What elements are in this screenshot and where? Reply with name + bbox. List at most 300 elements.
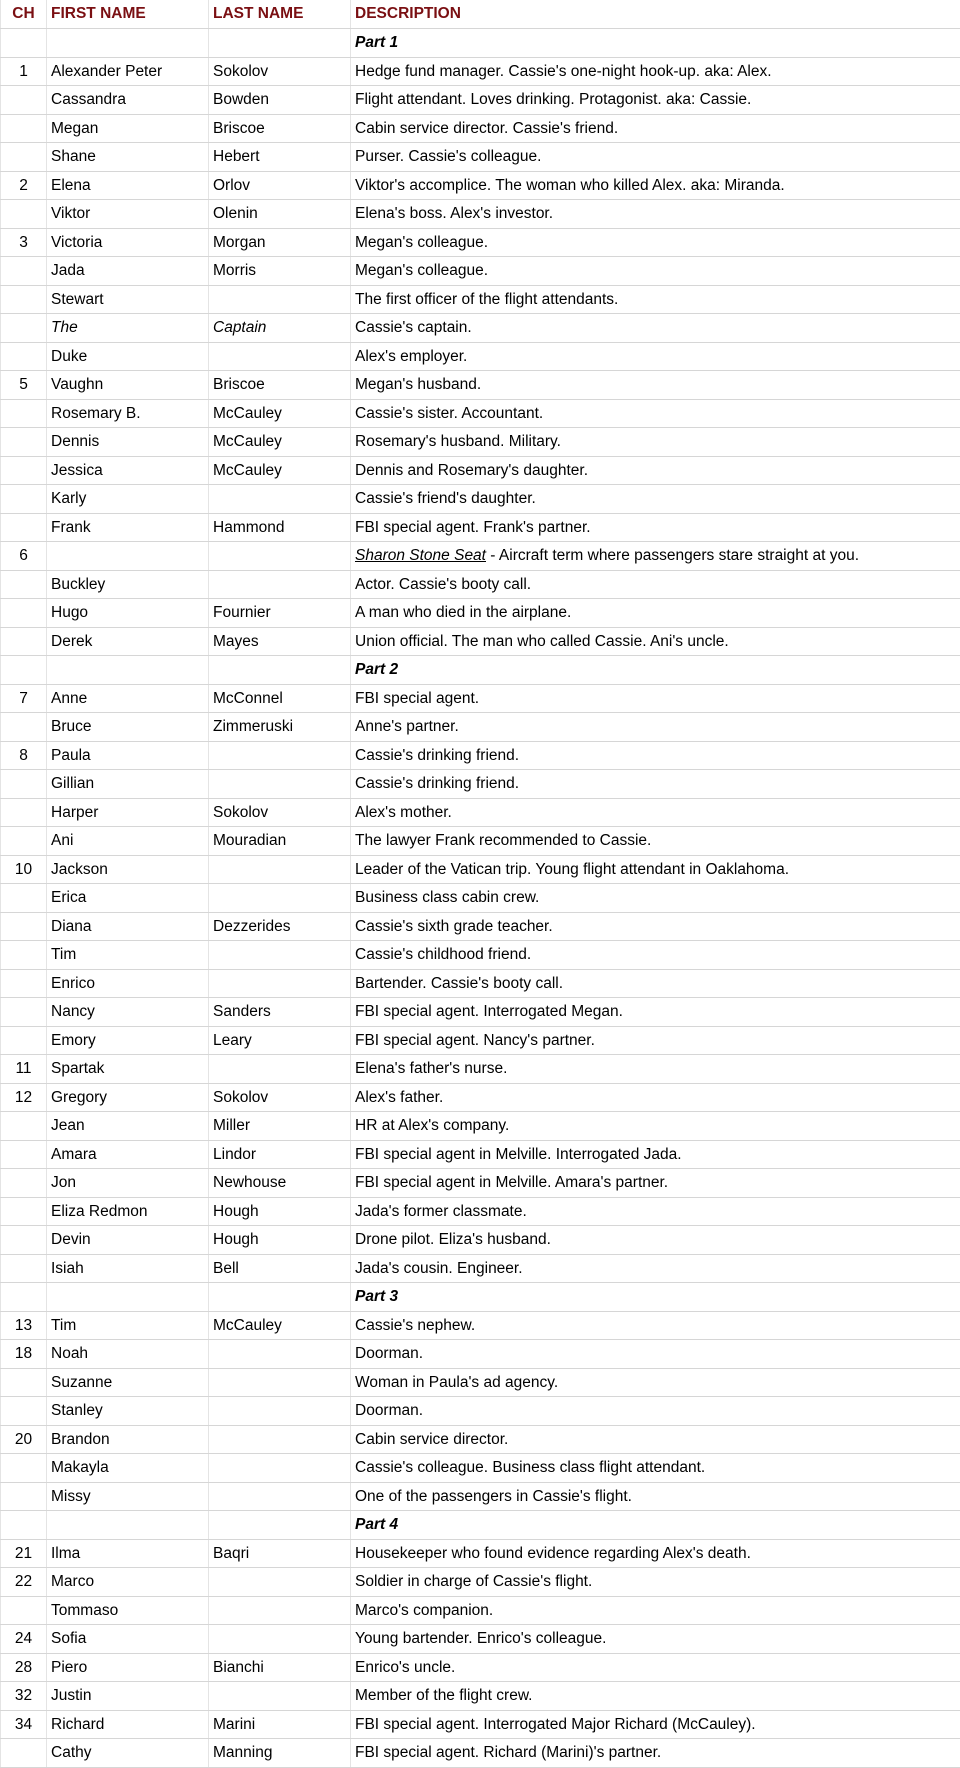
table-row: [1, 456, 960, 485]
cell-description[interactable]: FBI special agent. Nancy's partner.: [351, 1026, 960, 1055]
header-description[interactable]: DESCRIPTION: [351, 0, 960, 29]
cell-description[interactable]: Elena's boss. Alex's investor.: [351, 200, 960, 229]
cell-description[interactable]: Leader of the Vatican trip. Young flight attendant in Oaklahoma.: [351, 855, 960, 884]
cell-last-name[interactable]: [209, 285, 351, 314]
table-row: [1, 1197, 960, 1226]
table-row: [1, 371, 960, 400]
cell-last-name[interactable]: McConnel: [209, 684, 351, 713]
cell-ch[interactable]: [1, 485, 47, 514]
table-row: [1, 171, 960, 200]
cell-last-name[interactable]: [209, 1454, 351, 1483]
cell-last-name[interactable]: Lindor: [209, 1140, 351, 1169]
cell-description[interactable]: One of the passengers in Cassie's flight.: [351, 1482, 960, 1511]
cell-description[interactable]: Purser. Cassie's colleague.: [351, 143, 960, 172]
cell-ch[interactable]: [1, 570, 47, 599]
cell-description[interactable]: [351, 542, 960, 571]
cell-description[interactable]: HR at Alex's company.: [351, 1112, 960, 1141]
table-row: [1, 228, 960, 257]
cell-description[interactable]: The first officer of the flight attendants.: [351, 285, 960, 314]
description-term: Sharon Stone Seat: [355, 547, 486, 564]
table-row: [1, 998, 960, 1027]
cell-description[interactable]: Cabin service director.: [351, 1425, 960, 1454]
cell-last-name[interactable]: [209, 29, 351, 58]
cell-last-name[interactable]: [209, 1482, 351, 1511]
part-row: [1, 656, 960, 685]
table-row: [1, 570, 960, 599]
cell-ch[interactable]: [1, 1397, 47, 1426]
table-row: [1, 798, 960, 827]
cell-first-name[interactable]: Buckley: [47, 570, 209, 599]
table-row: [1, 1625, 960, 1654]
table-row: [1, 1140, 960, 1169]
table-row: [1, 1482, 960, 1511]
cell-last-name[interactable]: [209, 1568, 351, 1597]
cell-ch[interactable]: [1, 1197, 47, 1226]
cell-first-name[interactable]: Amara: [47, 1140, 209, 1169]
cell-first-name[interactable]: Diana: [47, 912, 209, 941]
cell-last-name[interactable]: McCauley: [209, 456, 351, 485]
cell-ch[interactable]: 11: [1, 1055, 47, 1084]
cell-ch[interactable]: 2: [1, 171, 47, 200]
cell-last-name[interactable]: Morgan: [209, 228, 351, 257]
table-row: [1, 684, 960, 713]
cell-last-name[interactable]: [209, 1340, 351, 1369]
cell-first-name[interactable]: Frank: [47, 513, 209, 542]
header-first-name[interactable]: FIRST NAME: [47, 0, 209, 29]
cell-description[interactable]: Megan's husband.: [351, 371, 960, 400]
cell-last-name[interactable]: Hammond: [209, 513, 351, 542]
cell-first-name[interactable]: Piero: [47, 1653, 209, 1682]
cell-first-name[interactable]: Viktor: [47, 200, 209, 229]
cell-description[interactable]: Member of the flight crew.: [351, 1682, 960, 1711]
table-row: [1, 713, 960, 742]
cell-description[interactable]: Enrico's uncle.: [351, 1653, 960, 1682]
cell-last-name[interactable]: [209, 1055, 351, 1084]
cell-description[interactable]: Viktor's accomplice. The woman who killed Alex. aka: Miranda.: [351, 171, 960, 200]
cell-last-name[interactable]: [209, 1596, 351, 1625]
cell-ch[interactable]: [1, 599, 47, 628]
table-row: [1, 399, 960, 428]
cell-last-name[interactable]: McCauley: [209, 428, 351, 457]
cell-ch[interactable]: 8: [1, 741, 47, 770]
cell-ch[interactable]: 32: [1, 1682, 47, 1711]
cell-first-name[interactable]: Isiah: [47, 1254, 209, 1283]
cell-first-name[interactable]: Ilma: [47, 1539, 209, 1568]
cell-first-name[interactable]: Erica: [47, 884, 209, 913]
cell-first-name[interactable]: Sofia: [47, 1625, 209, 1654]
cell-last-name[interactable]: Hebert: [209, 143, 351, 172]
header-ch[interactable]: CH: [1, 0, 47, 29]
header-row: [1, 0, 960, 29]
cell-description[interactable]: FBI special agent. Richard (Marini)'s partner.: [351, 1739, 960, 1768]
part-row: [1, 29, 960, 58]
table-row: [1, 428, 960, 457]
cell-last-name[interactable]: Bell: [209, 1254, 351, 1283]
cell-description[interactable]: Housekeeper who found evidence regarding Alex's death.: [351, 1539, 960, 1568]
cell-ch[interactable]: [1, 627, 47, 656]
table-row: [1, 941, 960, 970]
cell-ch[interactable]: [1, 1596, 47, 1625]
cell-description[interactable]: Elena's father's nurse.: [351, 1055, 960, 1084]
cell-first-name[interactable]: The: [47, 314, 209, 343]
table-row: [1, 200, 960, 229]
cell-ch[interactable]: [1, 798, 47, 827]
cell-ch[interactable]: [1, 1169, 47, 1198]
cell-ch[interactable]: [1, 86, 47, 115]
cell-ch[interactable]: 22: [1, 1568, 47, 1597]
part-label[interactable]: Part 1: [351, 29, 960, 58]
cell-first-name[interactable]: [47, 656, 209, 685]
cell-ch[interactable]: [1, 1226, 47, 1255]
part-label[interactable]: Part 3: [351, 1283, 960, 1312]
cell-last-name[interactable]: Marini: [209, 1710, 351, 1739]
cell-description[interactable]: Cassie's drinking friend.: [351, 770, 960, 799]
cell-ch[interactable]: 34: [1, 1710, 47, 1739]
table-row: [1, 1454, 960, 1483]
cell-description[interactable]: Alex's mother.: [351, 798, 960, 827]
cell-ch[interactable]: 12: [1, 1083, 47, 1112]
cell-description[interactable]: Jada's former classmate.: [351, 1197, 960, 1226]
header-last-name[interactable]: LAST NAME: [209, 0, 351, 29]
cell-first-name[interactable]: Makayla: [47, 1454, 209, 1483]
cell-ch[interactable]: [1, 770, 47, 799]
cell-first-name[interactable]: Jon: [47, 1169, 209, 1198]
table-body: [1, 29, 960, 1768]
cell-ch[interactable]: [1, 143, 47, 172]
cell-description[interactable]: Young bartender. Enrico's colleague.: [351, 1625, 960, 1654]
cell-ch[interactable]: [1, 969, 47, 998]
cell-ch[interactable]: [1, 428, 47, 457]
cell-last-name[interactable]: Sanders: [209, 998, 351, 1027]
cell-description[interactable]: FBI special agent. Frank's partner.: [351, 513, 960, 542]
cell-last-name[interactable]: Leary: [209, 1026, 351, 1055]
cell-last-name[interactable]: Olenin: [209, 200, 351, 229]
cell-first-name[interactable]: Jada: [47, 257, 209, 286]
cell-ch[interactable]: [1, 912, 47, 941]
cell-last-name[interactable]: Sokolov: [209, 1083, 351, 1112]
cell-last-name[interactable]: Hough: [209, 1197, 351, 1226]
cell-first-name[interactable]: [47, 1283, 209, 1312]
cell-first-name[interactable]: Missy: [47, 1482, 209, 1511]
cell-description[interactable]: Marco's companion.: [351, 1596, 960, 1625]
cell-first-name[interactable]: [47, 29, 209, 58]
cell-first-name[interactable]: Bruce: [47, 713, 209, 742]
cell-last-name[interactable]: [209, 1511, 351, 1540]
table-row: [1, 1254, 960, 1283]
cell-last-name[interactable]: Zimmeruski: [209, 713, 351, 742]
table-row: [1, 1055, 960, 1084]
cell-ch[interactable]: 6: [1, 542, 47, 571]
cell-description[interactable]: Cabin service director. Cassie's friend.: [351, 114, 960, 143]
table-row: [1, 257, 960, 286]
cell-last-name[interactable]: Morris: [209, 257, 351, 286]
table-row: [1, 485, 960, 514]
cell-description[interactable]: Cassie's colleague. Business class flight attendant.: [351, 1454, 960, 1483]
cell-last-name[interactable]: [209, 770, 351, 799]
cell-first-name[interactable]: Tim: [47, 1311, 209, 1340]
cell-last-name[interactable]: Mouradian: [209, 827, 351, 856]
cell-ch[interactable]: [1, 998, 47, 1027]
table-row: [1, 1169, 960, 1198]
cell-last-name[interactable]: [209, 741, 351, 770]
cell-last-name[interactable]: Dezzerides: [209, 912, 351, 941]
cell-ch[interactable]: [1, 1283, 47, 1312]
cell-last-name[interactable]: [209, 542, 351, 571]
cell-ch[interactable]: [1, 1112, 47, 1141]
cell-description[interactable]: Doorman.: [351, 1397, 960, 1426]
cell-last-name[interactable]: [209, 1397, 351, 1426]
cell-first-name[interactable]: Emory: [47, 1026, 209, 1055]
cell-description[interactable]: A man who died in the airplane.: [351, 599, 960, 628]
cell-description[interactable]: Drone pilot. Eliza's husband.: [351, 1226, 960, 1255]
cell-ch[interactable]: [1, 1739, 47, 1768]
cell-ch[interactable]: [1, 1254, 47, 1283]
cell-description[interactable]: FBI special agent. Interrogated Megan.: [351, 998, 960, 1027]
cell-last-name[interactable]: Sokolov: [209, 57, 351, 86]
cell-last-name[interactable]: [209, 1283, 351, 1312]
table-row: [1, 855, 960, 884]
cell-first-name[interactable]: Rosemary B.: [47, 399, 209, 428]
cell-ch[interactable]: 10: [1, 855, 47, 884]
cell-last-name[interactable]: [209, 1368, 351, 1397]
cell-first-name[interactable]: Dennis: [47, 428, 209, 457]
cell-first-name[interactable]: Nancy: [47, 998, 209, 1027]
cell-first-name[interactable]: Victoria: [47, 228, 209, 257]
cell-first-name[interactable]: Cathy: [47, 1739, 209, 1768]
cell-ch[interactable]: [1, 1368, 47, 1397]
part-row: [1, 1283, 960, 1312]
cell-description[interactable]: Soldier in charge of Cassie's flight.: [351, 1568, 960, 1597]
cell-ch[interactable]: [1, 941, 47, 970]
cell-ch[interactable]: [1, 399, 47, 428]
cell-ch[interactable]: [1, 285, 47, 314]
cell-first-name[interactable]: Jean: [47, 1112, 209, 1141]
cell-first-name[interactable]: Ani: [47, 827, 209, 856]
cell-first-name[interactable]: Duke: [47, 342, 209, 371]
cell-first-name[interactable]: Devin: [47, 1226, 209, 1255]
cell-first-name[interactable]: Noah: [47, 1340, 209, 1369]
cell-description[interactable]: Cassie's nephew.: [351, 1311, 960, 1340]
cell-last-name[interactable]: Bianchi: [209, 1653, 351, 1682]
cell-first-name[interactable]: Brandon: [47, 1425, 209, 1454]
cell-ch[interactable]: [1, 656, 47, 685]
table-row: [1, 827, 960, 856]
cell-first-name[interactable]: Eliza Redmon: [47, 1197, 209, 1226]
cell-first-name[interactable]: Vaughn: [47, 371, 209, 400]
cell-description[interactable]: Cassie's captain.: [351, 314, 960, 343]
cell-description[interactable]: FBI special agent. Interrogated Major Richard (McCauley).: [351, 1710, 960, 1739]
cell-ch[interactable]: [1, 1482, 47, 1511]
table-row: [1, 1340, 960, 1369]
cell-ch[interactable]: [1, 257, 47, 286]
cell-last-name[interactable]: [209, 342, 351, 371]
cell-last-name[interactable]: Briscoe: [209, 371, 351, 400]
cell-description[interactable]: Alex's employer.: [351, 342, 960, 371]
cell-last-name[interactable]: Fournier: [209, 599, 351, 628]
cell-description[interactable]: Jada's cousin. Engineer.: [351, 1254, 960, 1283]
cell-first-name[interactable]: Gregory: [47, 1083, 209, 1112]
cell-ch[interactable]: [1, 827, 47, 856]
cell-first-name[interactable]: Jackson: [47, 855, 209, 884]
cell-description[interactable]: Alex's father.: [351, 1083, 960, 1112]
cell-last-name[interactable]: Sokolov: [209, 798, 351, 827]
cell-first-name[interactable]: Stanley: [47, 1397, 209, 1426]
cell-last-name[interactable]: [209, 884, 351, 913]
cell-description[interactable]: Megan's colleague.: [351, 228, 960, 257]
cell-last-name[interactable]: Mayes: [209, 627, 351, 656]
table-row: [1, 627, 960, 656]
cell-last-name[interactable]: [209, 1425, 351, 1454]
cell-ch[interactable]: [1, 29, 47, 58]
cell-description[interactable]: Dennis and Rosemary's daughter.: [351, 456, 960, 485]
table-row: [1, 285, 960, 314]
cell-last-name[interactable]: Orlov: [209, 171, 351, 200]
cell-last-name[interactable]: Baqri: [209, 1539, 351, 1568]
table-row: [1, 1226, 960, 1255]
cell-last-name[interactable]: Newhouse: [209, 1169, 351, 1198]
cell-first-name[interactable]: Spartak: [47, 1055, 209, 1084]
cell-last-name[interactable]: [209, 855, 351, 884]
cell-description[interactable]: Cassie's friend's daughter.: [351, 485, 960, 514]
cell-first-name[interactable]: [47, 542, 209, 571]
cell-ch[interactable]: [1, 114, 47, 143]
cell-last-name[interactable]: [209, 941, 351, 970]
table-row: [1, 1682, 960, 1711]
table-row: [1, 342, 960, 371]
cell-first-name[interactable]: Tommaso: [47, 1596, 209, 1625]
cell-first-name[interactable]: Marco: [47, 1568, 209, 1597]
cell-ch[interactable]: 7: [1, 684, 47, 713]
cell-description[interactable]: Doorman.: [351, 1340, 960, 1369]
cell-ch[interactable]: [1, 713, 47, 742]
cell-first-name[interactable]: Alexander Peter: [47, 57, 209, 86]
cell-last-name[interactable]: [209, 1625, 351, 1654]
cell-first-name[interactable]: Hugo: [47, 599, 209, 628]
table-row: [1, 1739, 960, 1768]
cell-ch[interactable]: [1, 200, 47, 229]
table-row: [1, 1397, 960, 1426]
cell-ch[interactable]: [1, 513, 47, 542]
cell-ch[interactable]: [1, 1140, 47, 1169]
table-row: [1, 884, 960, 913]
table-row: [1, 314, 960, 343]
cell-ch[interactable]: [1, 884, 47, 913]
cell-first-name[interactable]: Suzanne: [47, 1368, 209, 1397]
cell-first-name[interactable]: Gillian: [47, 770, 209, 799]
cell-description[interactable]: FBI special agent.: [351, 684, 960, 713]
cell-first-name[interactable]: [47, 1511, 209, 1540]
cell-ch[interactable]: 21: [1, 1539, 47, 1568]
cell-ch[interactable]: [1, 1026, 47, 1055]
table-row: [1, 1311, 960, 1340]
cell-ch[interactable]: 20: [1, 1425, 47, 1454]
cell-first-name[interactable]: Anne: [47, 684, 209, 713]
table-row: [1, 1596, 960, 1625]
cell-description[interactable]: Cassie's drinking friend.: [351, 741, 960, 770]
cell-first-name[interactable]: Paula: [47, 741, 209, 770]
cell-ch[interactable]: [1, 342, 47, 371]
cell-last-name[interactable]: Miller: [209, 1112, 351, 1141]
cell-ch[interactable]: [1, 456, 47, 485]
cell-description[interactable]: Megan's colleague.: [351, 257, 960, 286]
cell-last-name[interactable]: [209, 1682, 351, 1711]
cell-description[interactable]: FBI special agent in Melville. Interrogated Jada.: [351, 1140, 960, 1169]
cell-description[interactable]: Actor. Cassie's booty call.: [351, 570, 960, 599]
cell-last-name[interactable]: Briscoe: [209, 114, 351, 143]
cell-last-name[interactable]: [209, 570, 351, 599]
cell-description[interactable]: Bartender. Cassie's booty call.: [351, 969, 960, 998]
cell-first-name[interactable]: Derek: [47, 627, 209, 656]
cell-description[interactable]: Cassie's sixth grade teacher.: [351, 912, 960, 941]
part-label[interactable]: Part 4: [351, 1511, 960, 1540]
cell-first-name[interactable]: Karly: [47, 485, 209, 514]
cell-last-name[interactable]: McCauley: [209, 1311, 351, 1340]
cell-first-name[interactable]: Shane: [47, 143, 209, 172]
cell-ch[interactable]: 3: [1, 228, 47, 257]
cell-description[interactable]: FBI special agent in Melville. Amara's partner.: [351, 1169, 960, 1198]
cell-last-name[interactable]: McCauley: [209, 399, 351, 428]
cell-first-name[interactable]: Justin: [47, 1682, 209, 1711]
cell-first-name[interactable]: Jessica: [47, 456, 209, 485]
cell-description[interactable]: The lawyer Frank recommended to Cassie.: [351, 827, 960, 856]
table-row: [1, 1710, 960, 1739]
cell-last-name[interactable]: [209, 969, 351, 998]
cell-description[interactable]: Cassie's sister. Accountant.: [351, 399, 960, 428]
cell-ch[interactable]: 24: [1, 1625, 47, 1654]
cell-description[interactable]: Union official. The man who called Cassie. Ani's uncle.: [351, 627, 960, 656]
cell-description[interactable]: Woman in Paula's ad agency.: [351, 1368, 960, 1397]
cell-description[interactable]: Anne's partner.: [351, 713, 960, 742]
cell-ch[interactable]: 5: [1, 371, 47, 400]
table-row: [1, 1425, 960, 1454]
cell-ch[interactable]: 13: [1, 1311, 47, 1340]
cell-last-name[interactable]: Bowden: [209, 86, 351, 115]
part-label[interactable]: Part 2: [351, 656, 960, 685]
cell-description[interactable]: Hedge fund manager. Cassie's one-night hook-up. aka: Alex.: [351, 57, 960, 86]
cell-ch[interactable]: 18: [1, 1340, 47, 1369]
cell-first-name[interactable]: Harper: [47, 798, 209, 827]
table-row: [1, 969, 960, 998]
cell-first-name[interactable]: Elena: [47, 171, 209, 200]
table-row: [1, 1112, 960, 1141]
cell-last-name[interactable]: Hough: [209, 1226, 351, 1255]
cell-ch[interactable]: [1, 1511, 47, 1540]
table-row: [1, 1368, 960, 1397]
cell-description[interactable]: Rosemary's husband. Military.: [351, 428, 960, 457]
table-row: [1, 741, 960, 770]
table-row: [1, 86, 960, 115]
cell-first-name[interactable]: Tim: [47, 941, 209, 970]
cell-last-name[interactable]: [209, 485, 351, 514]
cell-ch[interactable]: 1: [1, 57, 47, 86]
cell-ch[interactable]: [1, 314, 47, 343]
cell-ch[interactable]: 28: [1, 1653, 47, 1682]
cell-description[interactable]: Business class cabin crew.: [351, 884, 960, 913]
cell-description[interactable]: Cassie's childhood friend.: [351, 941, 960, 970]
cell-last-name[interactable]: [209, 656, 351, 685]
cell-last-name[interactable]: Manning: [209, 1739, 351, 1768]
cell-first-name[interactable]: Stewart: [47, 285, 209, 314]
cell-first-name[interactable]: Enrico: [47, 969, 209, 998]
cell-description[interactable]: Flight attendant. Loves drinking. Protagonist. aka: Cassie.: [351, 86, 960, 115]
cell-first-name[interactable]: Cassandra: [47, 86, 209, 115]
cell-first-name[interactable]: Megan: [47, 114, 209, 143]
cell-ch[interactable]: [1, 1454, 47, 1483]
description-text: - Aircraft term where passengers stare straight at you.: [486, 547, 859, 564]
table-row: [1, 1653, 960, 1682]
cell-first-name[interactable]: Richard: [47, 1710, 209, 1739]
cell-last-name[interactable]: Captain: [209, 314, 351, 343]
